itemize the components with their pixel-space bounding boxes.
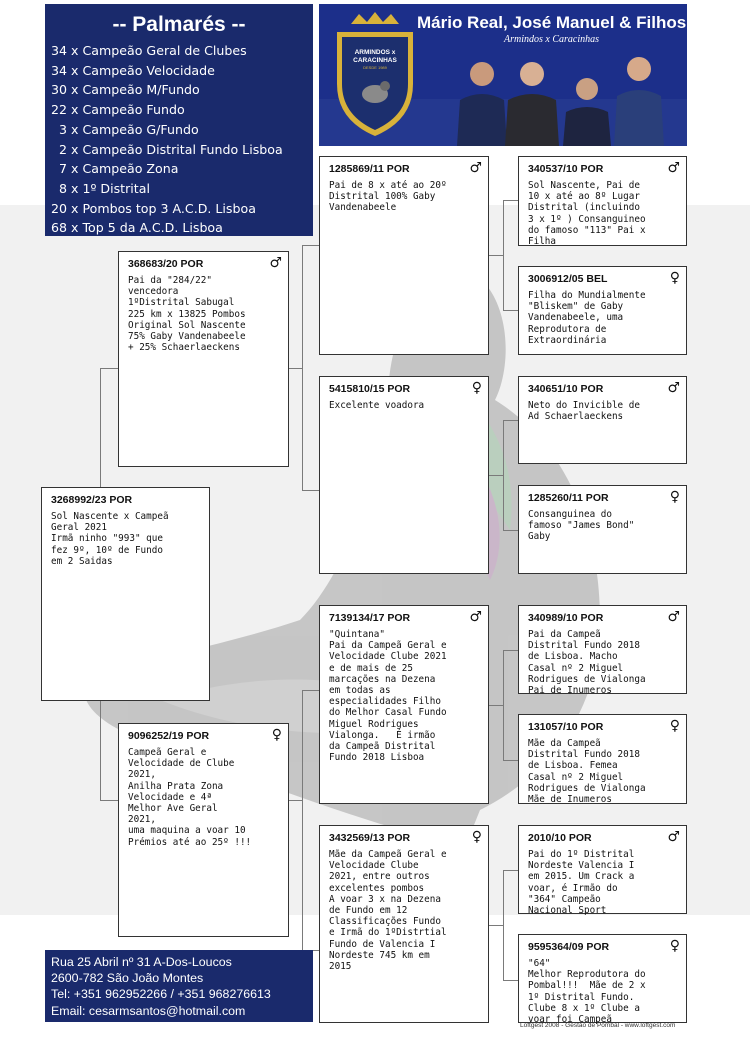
footer-credit: Loftgest 2008 - Gestão de Pombal - www.loftgest.com [520, 1022, 676, 1029]
ring-number: 340537/10 POR [528, 163, 604, 175]
pigeon-description: Filha do Mundialmente "Bliskem" de Gaby Vandenabeele, uma Reprodutora de Extraordinária [528, 290, 646, 346]
ring-number: 3006912/05 BEL [528, 273, 608, 285]
pedigree-card-dds [518, 825, 687, 917]
ring-number: 3432569/13 POR [329, 832, 411, 844]
ring-number: 7139134/17 POR [329, 612, 411, 624]
female-symbol-icon: ♀ [669, 489, 680, 505]
connector-line [489, 255, 504, 256]
palmares-item: 7 x Campeão Zona [51, 161, 179, 177]
pedigree-card-sire-dam [319, 376, 489, 574]
connector-line [503, 980, 518, 981]
address-line: Rua 25 Abril nº 31 A-Dos-Loucos [51, 955, 232, 969]
pigeon-description: Consanguinea do famoso "James Bond" Gaby [528, 509, 635, 543]
connector-line [302, 490, 319, 491]
pedigree-card-sss [518, 156, 687, 246]
palmares-item: 30 x Campeão M/Fundo [51, 82, 200, 98]
connector-line [503, 650, 518, 651]
pigeon-description: Sol Nascente x Campeã Geral 2021 Irmã ninho "993" que fez 9º, 10º de Fundo em 2 Saidas [51, 511, 169, 567]
connector-line [503, 870, 518, 871]
pedigree-card-dsd [518, 714, 687, 804]
connector-line [289, 368, 303, 369]
connector-line [503, 420, 518, 421]
pigeon-description: "Quintana" Pai da Campeã Geral e Velocidade Clube 2021 e de mais de 25 marcações na Dezena em todas as especialidades Filho do Melhor Casal Fundo Miguel Rodrigues Vialonga. É irmão da Campeã Distrital Fundo 2018 Lisboa [329, 629, 447, 764]
pedigree-card-sire [118, 251, 289, 467]
male-symbol-icon: ♂ [269, 255, 282, 271]
ring-number: 340651/10 POR [528, 383, 604, 395]
palmares-item: 34 x Campeão Geral de Clubes [51, 43, 247, 58]
female-symbol-icon: ♀ [669, 938, 680, 954]
female-symbol-icon: ♀ [669, 718, 680, 734]
pigeon-description: "64" Melhor Reprodutora do Pombal!!! Mãe de 2 x 1º Distrital Fundo. Clube 8 x 1º Clube a voar foi Campeã [528, 958, 646, 1026]
ring-number: 9595364/09 POR [528, 941, 610, 953]
pedigree-card-ssd [518, 266, 687, 355]
ring-number: 1285260/11 POR [528, 492, 609, 504]
connector-line [302, 690, 303, 950]
pedigree-card-sdd [518, 485, 687, 574]
banner-title: Mário Real, José Manuel & Filhos [417, 13, 687, 32]
ring-number: 9096252/19 POR [128, 730, 210, 742]
male-symbol-icon: ♂ [469, 609, 482, 625]
armindos-caracinhas-logo [333, 12, 417, 138]
palmares-item: 8 x 1º Distrital [51, 180, 150, 196]
female-symbol-icon: ♀ [271, 727, 282, 743]
svg-text:CARACINHAS: CARACINHAS [353, 57, 397, 64]
contact-panel [45, 950, 313, 1022]
connector-line [503, 760, 518, 761]
male-symbol-icon: ♂ [667, 380, 680, 396]
pigeon-description: Sol Nascente, Pai de 10 x até ao 8º Lugar Distrital (incluindo 3 x 1º ) Consanguineo do famoso "113" Pai x Filha [528, 180, 646, 248]
pigeon-description: Excelente voadora [329, 400, 425, 411]
ring-number: 368683/20 POR [128, 258, 204, 270]
pigeon-description: Mãe da Campeã Geral e Velocidade Clube 2021, entre outros excelentes pombos A voar 3 x na Dezena de Fundo em 12 Classificações Fundo e Irmã do 1ºDistrtial Fundo de Valencia I Nordeste 745 km em 2015 [329, 849, 447, 973]
connector-line [503, 200, 518, 201]
palmares-panel [45, 4, 313, 236]
pigeon-description: Pai de 8 x até ao 20º Distrital 100% Gaby Vandenabeele [329, 180, 447, 214]
email-address: Email: cesarmsantos@hotmail.com [51, 1003, 246, 1018]
connector-line [100, 700, 101, 800]
pigeon-description: Campeã Geral e Velocidade de Clube 2021, Anilha Prata Zona Velocidade e 4ª Melhor Ave Geral 2021, uma maquina a voar 10 Prémios até ao 25º !!! [128, 747, 252, 848]
pedigree-card-subject [41, 487, 210, 701]
connector-line [489, 925, 504, 926]
ring-number: 131057/10 POR [528, 721, 604, 733]
male-symbol-icon: ♂ [667, 829, 680, 845]
pedigree-card-sire-sire [319, 156, 489, 355]
svg-text:DESDE 1989: DESDE 1989 [363, 65, 387, 70]
palmares-item: 34 x Campeão Velocidade [51, 62, 215, 78]
female-symbol-icon: ♀ [471, 380, 482, 396]
banner-subtitle: Armindos x Caracinhas [504, 34, 599, 45]
palmares-title: -- Palmarés -- [112, 13, 246, 36]
pedigree-card-dam-sire [319, 605, 489, 804]
phone-numbers: Tel: +351 962952266 / +351 968276613 [51, 987, 271, 1002]
palmares-item: 3 x Campeão G/Fundo [51, 121, 199, 137]
connector-line [100, 368, 101, 488]
pedigree-card-dss [518, 605, 687, 697]
palmares-item: 2 x Campeão Distrital Fundo Lisboa [51, 141, 283, 157]
pigeon-description: Pai do 1º Distrital Nordeste Valencia I em 2015. Um Crack a voar, é Irmão do "364" Campeão Nacional Sport [528, 849, 635, 917]
connector-line [100, 800, 118, 801]
ring-number: 1285869/11 POR [329, 163, 410, 175]
palmares-item: 22 x Campeão Fundo [51, 102, 185, 118]
header-banner [319, 4, 687, 146]
svg-text:ARMINDOS x: ARMINDOS x [354, 49, 396, 56]
pigeon-description: Mãe da Campeã Distrital Fundo 2018 de Lisboa. Femea Casal nº 2 Miguel Rodrigues de Vialonga Mãe de Inumeros [528, 738, 646, 806]
male-symbol-icon: ♂ [667, 160, 680, 176]
palmares-item: 20 x Pombos top 3 A.C.D. Lisboa [51, 200, 256, 216]
pigeon-description: Neto do Invicible de Ad Schaerlaeckens [528, 400, 640, 423]
pigeon-description: Pai da "284/22" vencedora 1ºDistrital Sabugal 225 km x 13825 Pombos Original Sol Nascente 75% Gaby Vandenabeele + 25% Schaerlaeckens [128, 275, 246, 354]
connector-line [489, 705, 504, 706]
pedigree-card-dam [118, 723, 289, 937]
connector-line [503, 530, 518, 531]
address-line: 2600-782 São João Montes [51, 971, 204, 986]
female-symbol-icon: ♀ [471, 829, 482, 845]
connector-line [503, 310, 518, 311]
connector-line [302, 690, 319, 691]
connector-line [289, 800, 303, 801]
palmares-item: 68 x Top 5 da A.C.D. Lisboa [51, 220, 223, 236]
connector-line [100, 368, 118, 369]
ring-number: 5415810/15 POR [329, 383, 411, 395]
ring-number: 2010/10 POR [528, 832, 592, 844]
pedigree-card-sds [518, 376, 687, 464]
female-symbol-icon: ♀ [669, 270, 680, 286]
connector-line [302, 245, 319, 246]
male-symbol-icon: ♂ [667, 609, 680, 625]
ring-number: 340989/10 POR [528, 612, 604, 624]
connector-line [489, 475, 504, 476]
ring-number: 3268992/23 POR [51, 494, 133, 506]
palmares-list [45, 41, 313, 238]
pedigree-card-dam-dam [319, 825, 489, 1023]
pigeon-description: Pai da Campeã Distrital Fundo 2018 de Lisboa. Macho Casal nº 2 Miguel Rodrigues de Vialonga Pai de Inumeros [528, 629, 646, 697]
male-symbol-icon: ♂ [469, 160, 482, 176]
